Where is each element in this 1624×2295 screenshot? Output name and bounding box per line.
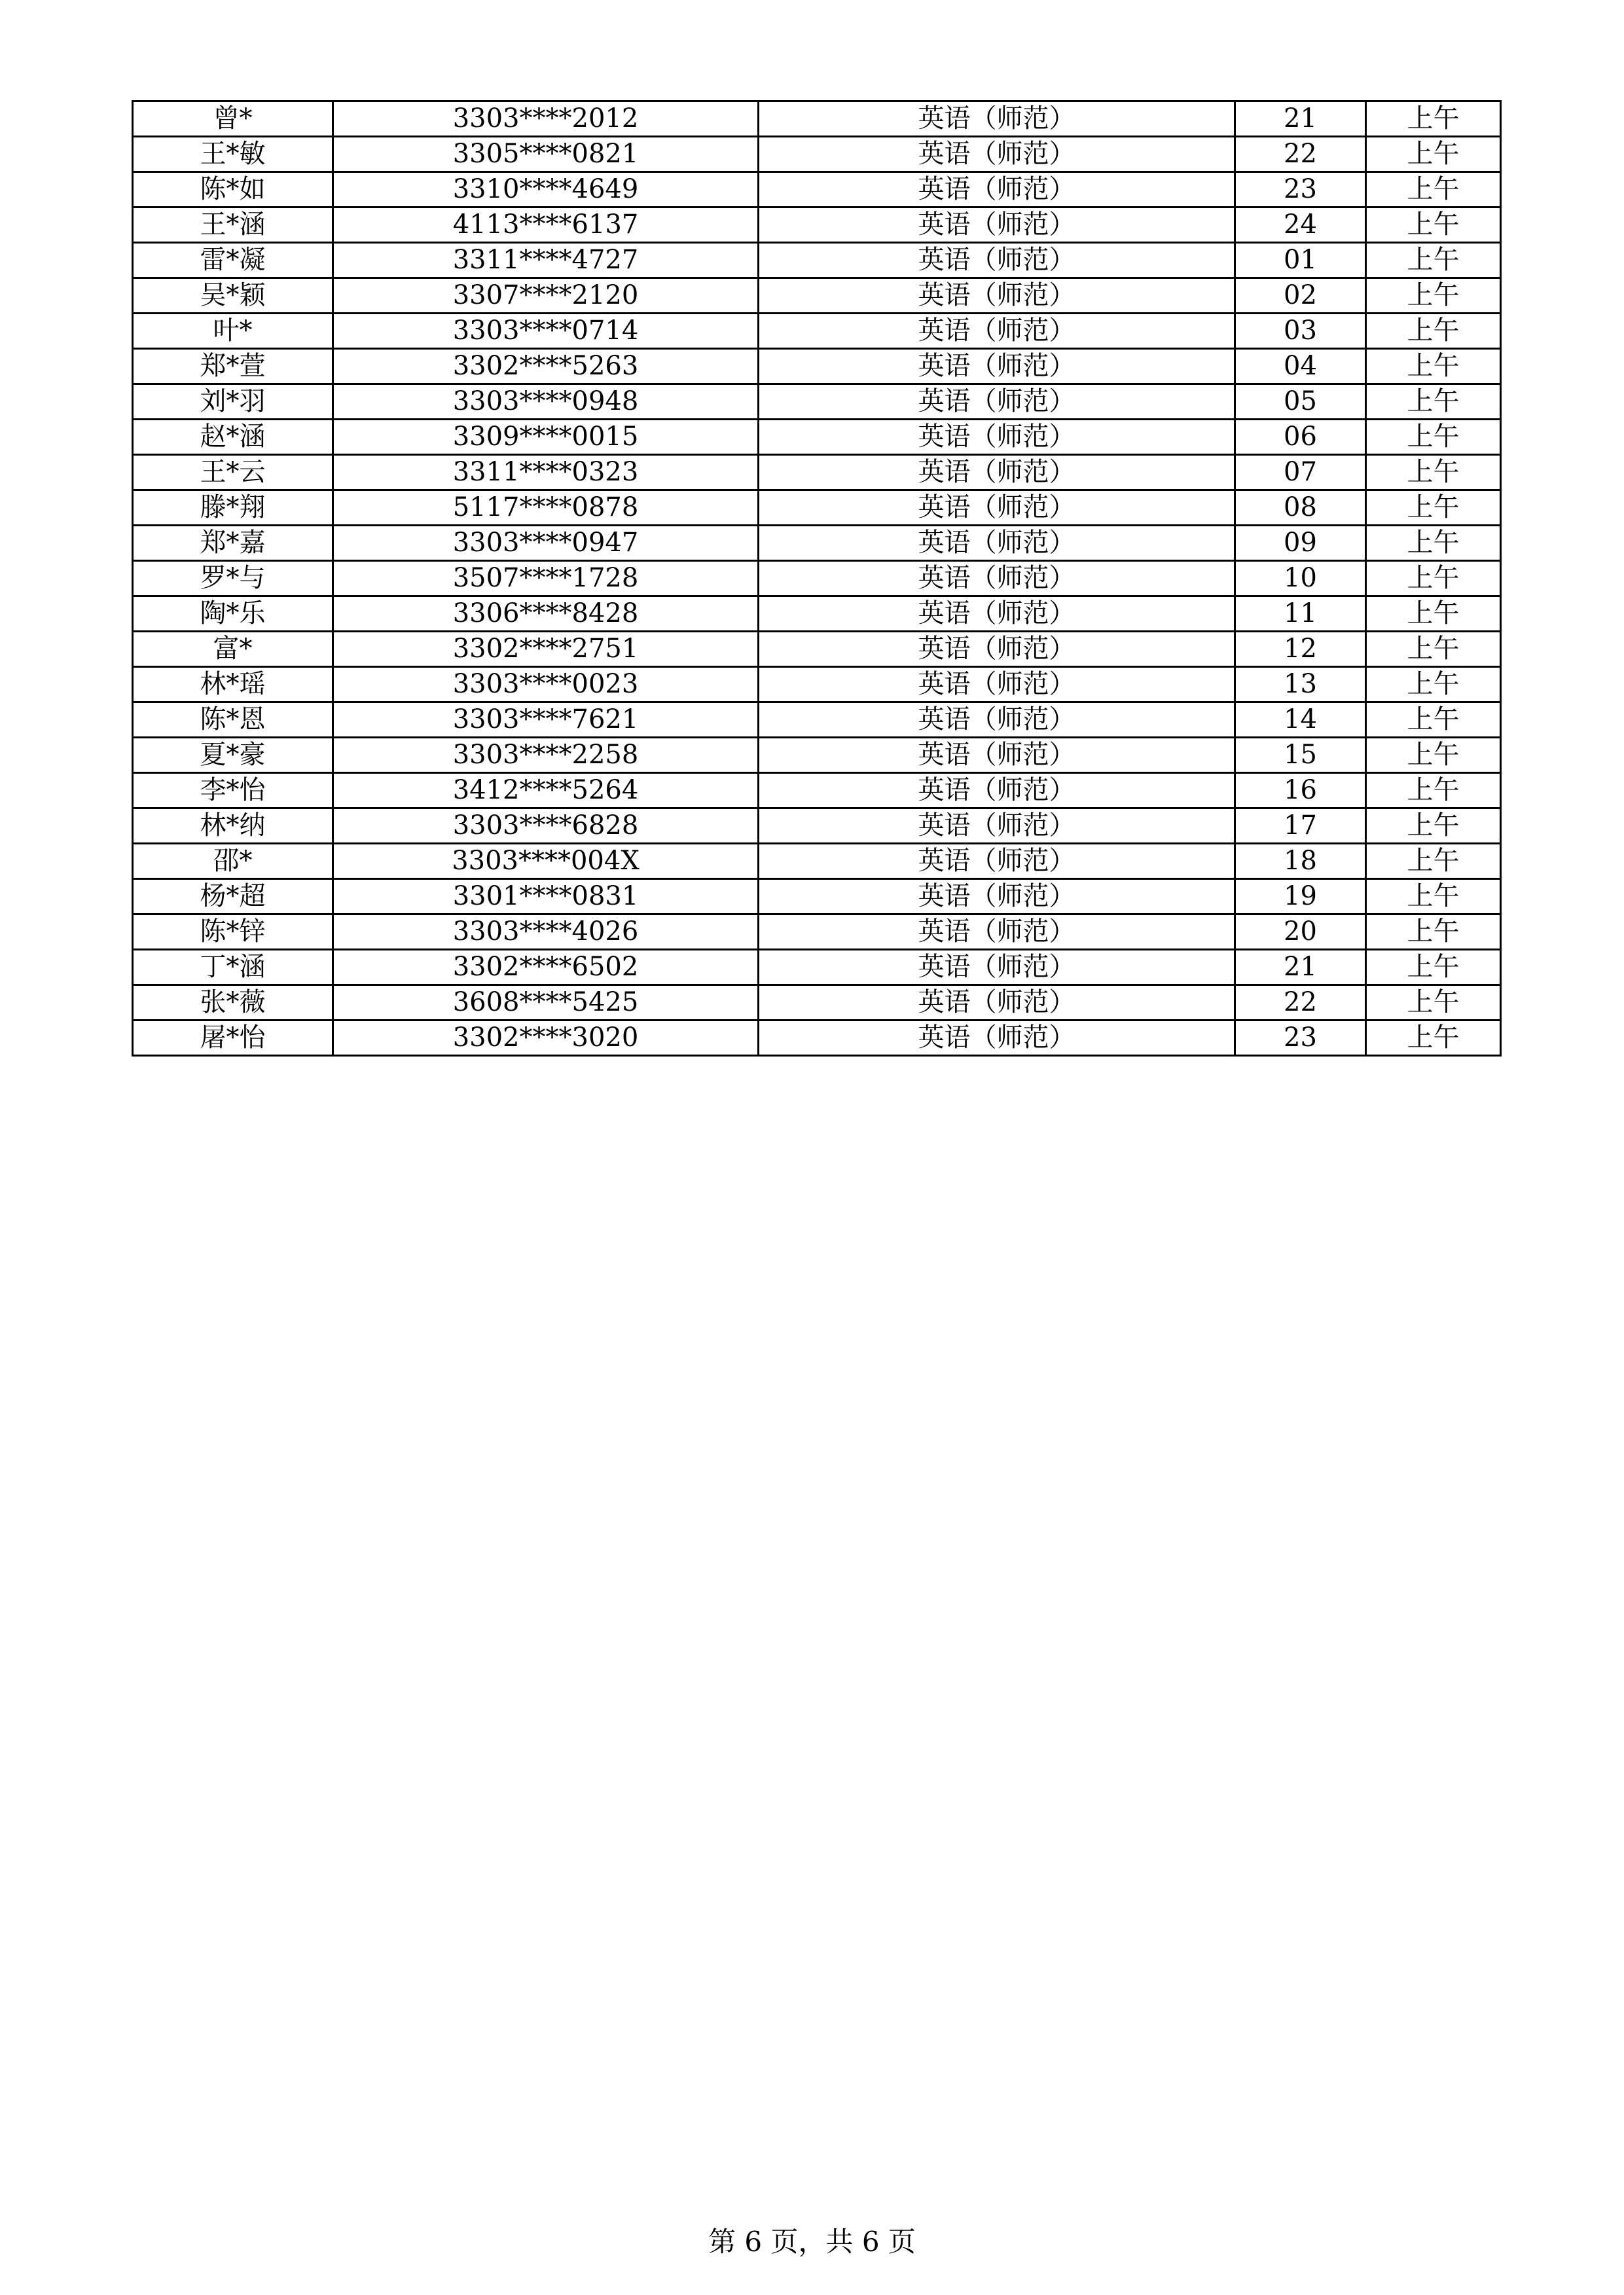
cell-subject: 英语（师范） — [759, 632, 1235, 667]
cell-id-number: 3608****5425 — [333, 985, 759, 1021]
cell-name: 杨*超 — [133, 879, 333, 914]
cell-session: 上午 — [1366, 808, 1501, 844]
cell-name: 陈*锌 — [133, 914, 333, 950]
cell-subject: 英语（师范） — [759, 314, 1235, 349]
cell-subject: 英语（师范） — [759, 738, 1235, 773]
cell-seat-number: 24 — [1235, 208, 1366, 243]
cell-session: 上午 — [1366, 455, 1501, 490]
cell-session: 上午 — [1366, 384, 1501, 420]
table-row — [133, 561, 1501, 596]
table-row — [133, 384, 1501, 420]
cell-session: 上午 — [1366, 137, 1501, 172]
table-row — [133, 314, 1501, 349]
cell-subject: 英语（师范） — [759, 243, 1235, 278]
cell-id-number: 3311****0323 — [333, 455, 759, 490]
cell-name: 陶*乐 — [133, 596, 333, 632]
cell-session: 上午 — [1366, 738, 1501, 773]
cell-subject: 英语（师范） — [759, 950, 1235, 985]
table-row — [133, 526, 1501, 561]
cell-seat-number: 16 — [1235, 773, 1366, 808]
cell-session: 上午 — [1366, 844, 1501, 879]
cell-subject: 英语（师范） — [759, 985, 1235, 1021]
cell-id-number: 3507****1728 — [333, 561, 759, 596]
cell-session: 上午 — [1366, 314, 1501, 349]
cell-name: 林*纳 — [133, 808, 333, 844]
cell-subject: 英语（师范） — [759, 349, 1235, 384]
table-row — [133, 808, 1501, 844]
cell-name: 吴*颖 — [133, 278, 333, 314]
cell-seat-number: 04 — [1235, 349, 1366, 384]
cell-name: 丁*涵 — [133, 950, 333, 985]
cell-seat-number: 08 — [1235, 490, 1366, 526]
cell-session: 上午 — [1366, 1021, 1501, 1056]
cell-seat-number: 07 — [1235, 455, 1366, 490]
cell-name: 张*薇 — [133, 985, 333, 1021]
table-row — [133, 490, 1501, 526]
cell-session: 上午 — [1366, 773, 1501, 808]
cell-subject: 英语（师范） — [759, 490, 1235, 526]
cell-name: 夏*豪 — [133, 738, 333, 773]
cell-session: 上午 — [1366, 667, 1501, 702]
cell-name: 郑*嘉 — [133, 526, 333, 561]
cell-subject: 英语（师范） — [759, 561, 1235, 596]
cell-id-number: 3311****4727 — [333, 243, 759, 278]
cell-subject: 英语（师范） — [759, 808, 1235, 844]
roster-table — [132, 100, 1502, 1057]
cell-id-number: 3302****6502 — [333, 950, 759, 985]
cell-seat-number: 12 — [1235, 632, 1366, 667]
cell-subject: 英语（师范） — [759, 596, 1235, 632]
cell-id-number: 3305****0821 — [333, 137, 759, 172]
cell-seat-number: 23 — [1235, 1021, 1366, 1056]
cell-seat-number: 05 — [1235, 384, 1366, 420]
cell-id-number: 3303****004X — [333, 844, 759, 879]
table-row — [133, 950, 1501, 985]
cell-seat-number: 19 — [1235, 879, 1366, 914]
cell-session: 上午 — [1366, 243, 1501, 278]
cell-id-number: 3303****2012 — [333, 101, 759, 137]
cell-name: 李*怡 — [133, 773, 333, 808]
cell-name: 邵* — [133, 844, 333, 879]
cell-name: 陈*恩 — [133, 702, 333, 738]
cell-id-number: 3303****0947 — [333, 526, 759, 561]
table-row — [133, 914, 1501, 950]
cell-id-number: 3310****4649 — [333, 172, 759, 208]
cell-seat-number: 23 — [1235, 172, 1366, 208]
table-row — [133, 137, 1501, 172]
cell-id-number: 3309****0015 — [333, 420, 759, 455]
table-row — [133, 243, 1501, 278]
cell-id-number: 3306****8428 — [333, 596, 759, 632]
table-row — [133, 596, 1501, 632]
table-row — [133, 667, 1501, 702]
cell-seat-number: 21 — [1235, 101, 1366, 137]
table-row — [133, 278, 1501, 314]
cell-seat-number: 11 — [1235, 596, 1366, 632]
cell-id-number: 4113****6137 — [333, 208, 759, 243]
roster-table-body — [133, 101, 1501, 1056]
cell-subject: 英语（师范） — [759, 172, 1235, 208]
cell-session: 上午 — [1366, 914, 1501, 950]
cell-seat-number: 17 — [1235, 808, 1366, 844]
table-row — [133, 420, 1501, 455]
cell-id-number: 3412****5264 — [333, 773, 759, 808]
cell-name: 刘*羽 — [133, 384, 333, 420]
cell-id-number: 3303****2258 — [333, 738, 759, 773]
cell-seat-number: 18 — [1235, 844, 1366, 879]
cell-seat-number: 14 — [1235, 702, 1366, 738]
cell-seat-number: 10 — [1235, 561, 1366, 596]
cell-id-number: 3302****2751 — [333, 632, 759, 667]
cell-subject: 英语（师范） — [759, 879, 1235, 914]
cell-session: 上午 — [1366, 561, 1501, 596]
cell-session: 上午 — [1366, 596, 1501, 632]
table-row — [133, 349, 1501, 384]
table-row — [133, 879, 1501, 914]
table-row — [133, 632, 1501, 667]
cell-session: 上午 — [1366, 632, 1501, 667]
cell-seat-number: 01 — [1235, 243, 1366, 278]
cell-seat-number: 22 — [1235, 985, 1366, 1021]
cell-id-number: 3301****0831 — [333, 879, 759, 914]
cell-seat-number: 22 — [1235, 137, 1366, 172]
cell-name: 赵*涵 — [133, 420, 333, 455]
page-footer: 第 6 页，共 6 页 — [708, 2226, 916, 2258]
cell-session: 上午 — [1366, 879, 1501, 914]
cell-subject: 英语（师范） — [759, 137, 1235, 172]
table-row — [133, 208, 1501, 243]
cell-id-number: 3303****0023 — [333, 667, 759, 702]
cell-name: 王*涵 — [133, 208, 333, 243]
cell-subject: 英语（师范） — [759, 278, 1235, 314]
table-row — [133, 172, 1501, 208]
table-row — [133, 455, 1501, 490]
cell-name: 滕*翔 — [133, 490, 333, 526]
cell-id-number: 3303****4026 — [333, 914, 759, 950]
cell-subject: 英语（师范） — [759, 773, 1235, 808]
cell-subject: 英语（师范） — [759, 101, 1235, 137]
cell-id-number: 3302****3020 — [333, 1021, 759, 1056]
cell-session: 上午 — [1366, 349, 1501, 384]
cell-name: 郑*萱 — [133, 349, 333, 384]
cell-name: 曾* — [133, 101, 333, 137]
cell-seat-number: 02 — [1235, 278, 1366, 314]
cell-name: 富* — [133, 632, 333, 667]
cell-seat-number: 09 — [1235, 526, 1366, 561]
cell-session: 上午 — [1366, 420, 1501, 455]
cell-subject: 英语（师范） — [759, 844, 1235, 879]
cell-subject: 英语（师范） — [759, 702, 1235, 738]
cell-id-number: 3303****7621 — [333, 702, 759, 738]
cell-name: 陈*如 — [133, 172, 333, 208]
cell-name: 雷*凝 — [133, 243, 333, 278]
cell-session: 上午 — [1366, 526, 1501, 561]
cell-session: 上午 — [1366, 950, 1501, 985]
cell-subject: 英语（师范） — [759, 526, 1235, 561]
cell-subject: 英语（师范） — [759, 1021, 1235, 1056]
cell-seat-number: 20 — [1235, 914, 1366, 950]
cell-seat-number: 03 — [1235, 314, 1366, 349]
cell-session: 上午 — [1366, 702, 1501, 738]
table-row — [133, 702, 1501, 738]
cell-id-number: 3303****0948 — [333, 384, 759, 420]
table-row — [133, 773, 1501, 808]
cell-seat-number: 21 — [1235, 950, 1366, 985]
cell-seat-number: 13 — [1235, 667, 1366, 702]
cell-session: 上午 — [1366, 172, 1501, 208]
table-row — [133, 844, 1501, 879]
cell-id-number: 3302****5263 — [333, 349, 759, 384]
cell-name: 屠*怡 — [133, 1021, 333, 1056]
cell-id-number: 5117****0878 — [333, 490, 759, 526]
table-row — [133, 1021, 1501, 1056]
table-row — [133, 738, 1501, 773]
cell-name: 王*敏 — [133, 137, 333, 172]
cell-session: 上午 — [1366, 208, 1501, 243]
table-row — [133, 985, 1501, 1021]
cell-subject: 英语（师范） — [759, 208, 1235, 243]
cell-id-number: 3307****2120 — [333, 278, 759, 314]
cell-subject: 英语（师范） — [759, 384, 1235, 420]
cell-name: 王*云 — [133, 455, 333, 490]
cell-name: 罗*与 — [133, 561, 333, 596]
cell-seat-number: 15 — [1235, 738, 1366, 773]
cell-id-number: 3303****0714 — [333, 314, 759, 349]
cell-name: 林*瑶 — [133, 667, 333, 702]
cell-session: 上午 — [1366, 278, 1501, 314]
cell-id-number: 3303****6828 — [333, 808, 759, 844]
cell-session: 上午 — [1366, 985, 1501, 1021]
cell-subject: 英语（师范） — [759, 420, 1235, 455]
cell-name: 叶* — [133, 314, 333, 349]
cell-seat-number: 06 — [1235, 420, 1366, 455]
cell-subject: 英语（师范） — [759, 914, 1235, 950]
cell-session: 上午 — [1366, 490, 1501, 526]
table-row — [133, 101, 1501, 137]
cell-subject: 英语（师范） — [759, 667, 1235, 702]
cell-subject: 英语（师范） — [759, 455, 1235, 490]
cell-session: 上午 — [1366, 101, 1501, 137]
